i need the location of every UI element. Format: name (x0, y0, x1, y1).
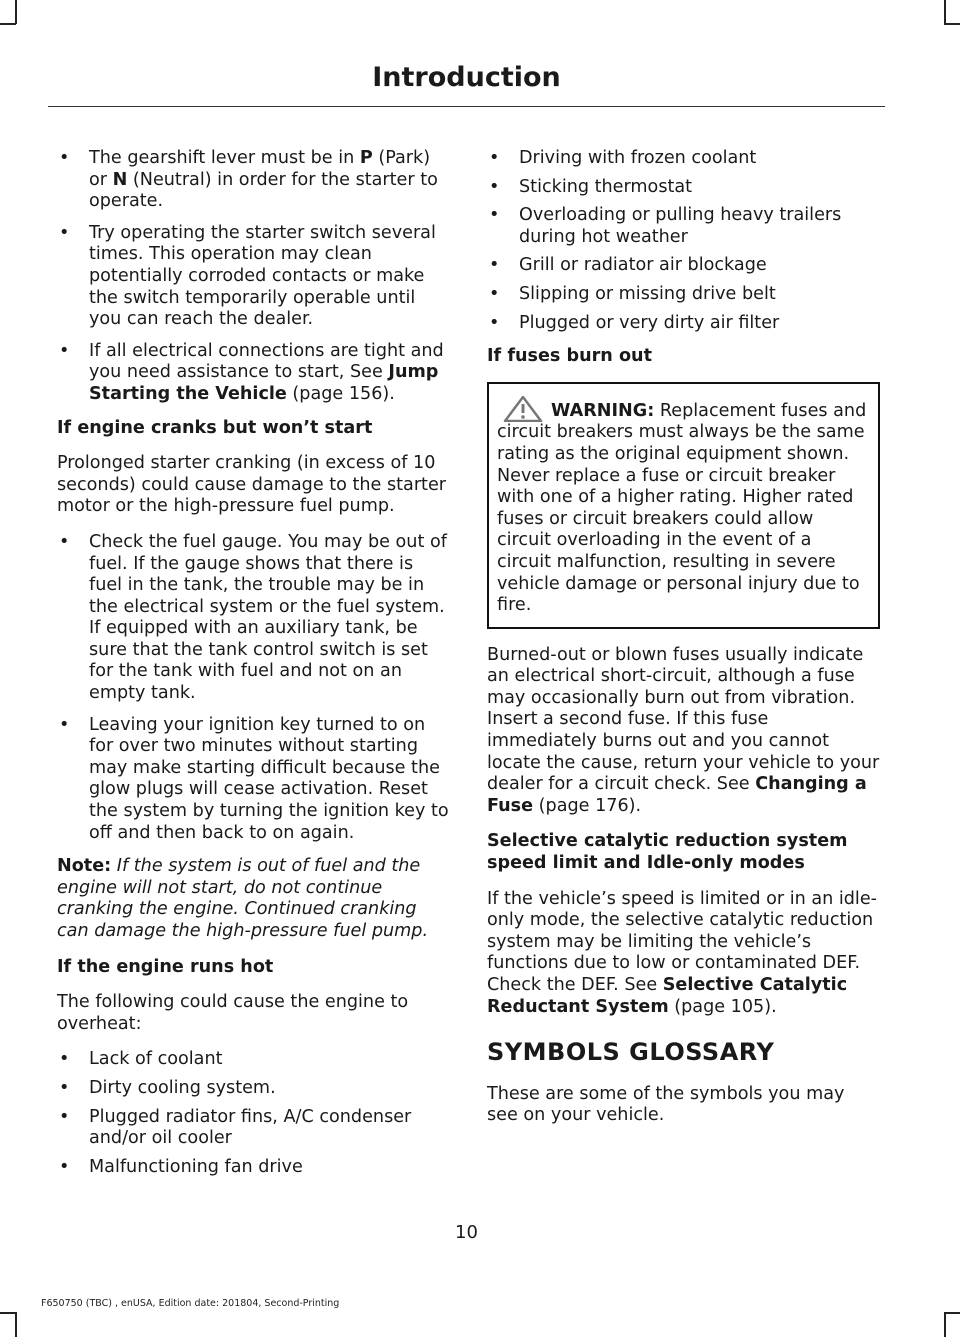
overheat-bullet-list (57, 1049, 449, 1178)
warning-box (487, 382, 880, 629)
changing-fuse-link[interactable]: Changing a Fuse (487, 774, 867, 816)
list-item: • Lack of coolant (57, 1049, 449, 1071)
list-item: • Leaving your ignition key turned to on for over two minutes without starting may make starting difficult because the glow plugs will cease activation. Reset the system by turning the ignition key to off and then back to on again. (57, 715, 449, 845)
list-item: • The gearshift lever must be in P (Park) or N (Neutral) in order for the starter to operate. (57, 148, 449, 213)
list-item: • Overloading or pulling heavy trailers during hot weather (487, 205, 880, 248)
crop-mark-top-right-h (944, 23, 960, 25)
list-item: • Grill or radiator air blockage (487, 255, 880, 277)
left-column (57, 148, 449, 1190)
crop-mark-bottom-left-v (15, 1312, 17, 1337)
crop-mark-top-left-v (15, 0, 17, 24)
crop-mark-bottom-left-h (0, 1312, 16, 1314)
scr-system-link[interactable]: Selective Catalytic Reductant System (487, 975, 848, 1017)
overheat-bullet-list-continued (487, 148, 880, 334)
list-item: • Check the fuel gauge. You may be out of fuel. If the gauge shows that there is fuel in the tank, the trouble may be in the electrical system or the fuel system. If equipped with an auxiliary tank, be sure that the tank control switch is set for the tank with fuel and not on an empty tank. (57, 532, 449, 705)
heading-fuses: If fuses burn out (487, 346, 652, 367)
note-label: Note: (57, 856, 112, 877)
warning-text: Replacement fuses and circuit breakers must always be the same rating as the original equipment shown. Never replace a fuse or circuit breaker with one of a higher rating. Higher rated fuses or circuit breakers could allow circuit overloading in the event of a circuit malfunction, resulting in severe vehicle damage or personal injury due to fire. (497, 400, 867, 616)
heading-engine-hot: If the engine runs hot (57, 956, 274, 977)
note-paragraph (57, 856, 449, 942)
jump-starting-link[interactable]: Jump Starting the Vehicle (89, 362, 439, 404)
list-item: • Slipping or missing drive belt (487, 284, 880, 306)
crop-mark-bottom-right-h (944, 1312, 960, 1314)
paragraph-fuses: Burned-out or blown fuses usually indicate an electrical short-circuit, although a fuse may occasionally burn out from vibration. Insert a second fuse. If this fuse immediately burns out and you cannot locate the cause, return your vehicle to your dealer for a circuit check. See Changing a Fuse (page 176). (487, 644, 880, 816)
list-item: • Dirty cooling system. (57, 1078, 449, 1100)
list-item: • Try operating the starter switch several times. This operation may clean potentially corroded contacts or make the switch temporarily operable until you can reach the dealer. (57, 223, 449, 331)
heading-symbols-glossary: SYMBOLS GLOSSARY (487, 1038, 775, 1067)
gear-neutral-label: N (112, 169, 128, 190)
paragraph-symbols: These are some of the symbols you may see on your vehicle. (487, 1083, 845, 1126)
page-title: Introduction (372, 62, 561, 93)
cranking-bullet-list (57, 532, 449, 844)
note-text: If the system is out of fuel and the engine will not start, do not continue cranking the engine. Continued cranking can damage the high-pressure fuel pump. (57, 856, 429, 941)
right-column (487, 148, 880, 1141)
footer-edition-info: F650750 (TBC) , enUSA, Edition date: 201804, Second-Printing (41, 1298, 340, 1309)
paragraph-cranking: Prolonged starter cranking (in excess of 10 seconds) could cause damage to the starter motor or the high-pressure fuel pump. (57, 453, 447, 517)
starter-bullet-list (57, 148, 449, 406)
list-item: • Driving with frozen coolant (487, 148, 880, 170)
list-item: • Plugged radiator fins, A/C condenser and/or oil cooler (57, 1107, 449, 1150)
header-divider (48, 106, 885, 107)
list-item: • Malfunctioning fan drive (57, 1157, 449, 1179)
list-item: • Sticking thermostat (487, 177, 880, 199)
heading-scr: Selective catalytic reduction system speed limit and Idle-only modes (487, 831, 848, 874)
warning-label: WARNING: (551, 400, 655, 421)
warning-triangle-icon (503, 396, 547, 422)
crop-mark-top-left-h (0, 23, 16, 25)
heading-engine-cranks: If engine cranks but won’t start (57, 417, 373, 438)
gear-park-label: P (359, 148, 373, 168)
crop-mark-top-right-v (944, 0, 946, 24)
list-item: • If all electrical connections are tight and you need assistance to start, See Jump Starting the Vehicle (page 156). (57, 341, 449, 406)
page-number: 10 (455, 1222, 478, 1243)
list-item: • Plugged or very dirty air filter (487, 313, 880, 335)
paragraph-scr: If the vehicle’s speed is limited or in an idle-only mode, the selective catalytic reduction system may be limiting the vehicle’s functions due to low or contaminated DEF. Check the DEF. See Selective Catalytic Reductant System (page 105). (487, 888, 877, 1017)
paragraph-overheat: The following could cause the engine to overheat: (57, 992, 409, 1034)
crop-mark-bottom-right-v (944, 1312, 946, 1337)
